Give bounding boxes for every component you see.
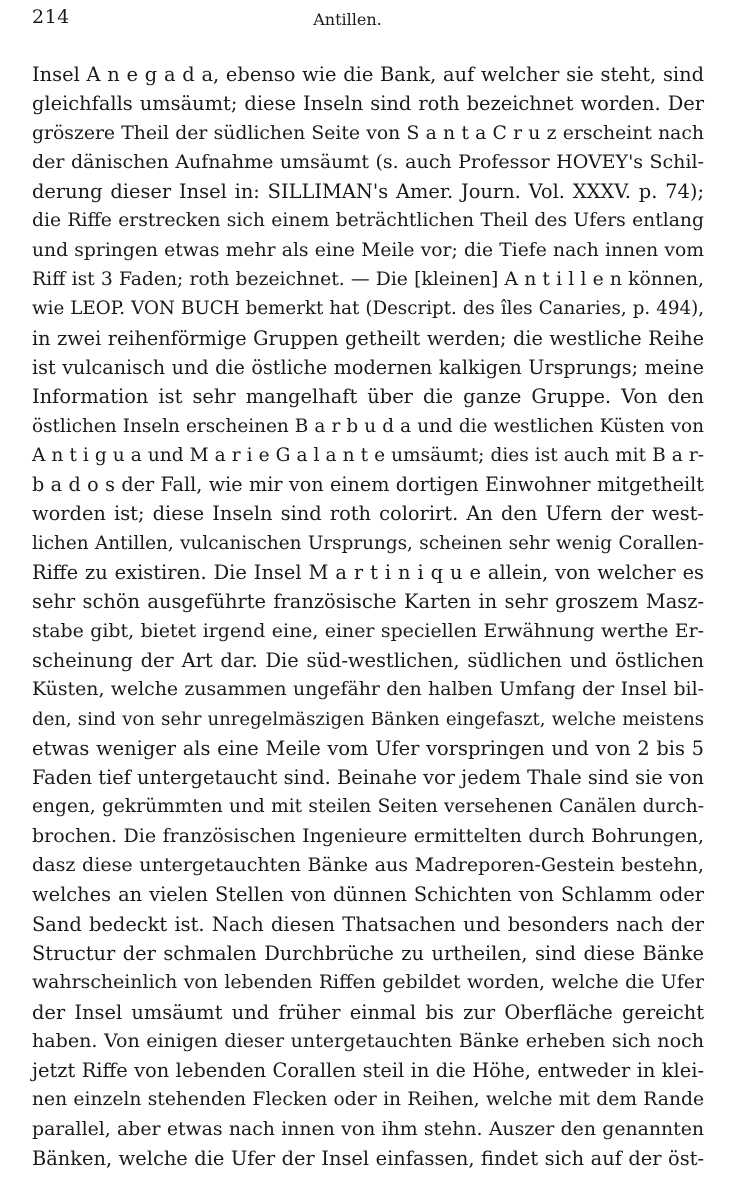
page-header [32, 6, 703, 36]
text-line: Faden tief untergetaucht sind. Beinahe vor jedem Thale sind sie von [32, 766, 705, 790]
text-line: der Insel umsäumt und früher einmal bis zur Oberfläche gereicht [32, 1000, 704, 1024]
text-line: worden ist; diese Inseln sind roth colorirt. An den Ufern der west- [32, 502, 704, 526]
text-line: wie LEOP. VON BUCH bemerkt hat (Descript. des îles Canaries, p. 494), [32, 298, 704, 320]
running-head: Antillen. [313, 10, 382, 29]
text-line: Insel A n e g a d a, ebenso wie die Bank, auf welcher sie steht, sind [32, 63, 704, 86]
text-line: Information ist sehr mangelhaft über die ganze Gruppe. Von den [32, 385, 704, 409]
text-line: gröszere Theil der südlichen Seite von S a n t a C r u z erscheint nach [32, 122, 704, 144]
body-text [32, 60, 704, 1173]
text-line: welches an vielen Stellen von dünnen Schichten von Schlamm oder [32, 883, 704, 907]
text-line: parallel, aber etwas nach innen von ihm stehn. Auszer den genannten [32, 1118, 704, 1140]
text-line: östlichen Inseln erscheinen B a r b u d a und die westlichen Küsten von [32, 415, 704, 437]
text-line: etwas weniger als eine Meile vom Ufer vorspringen und von 2 bis 5 [32, 736, 704, 760]
text-line: Sand bedeckt ist. Nach diesen Thatsachen und besonders nach der [32, 912, 704, 936]
text-line: scheinung der Art dar. Die süd-westlichen, südlichen und östlichen [32, 648, 704, 672]
text-line: Bänken, welche die Ufer der Insel einfassen, findet sich auf der öst- [32, 1146, 704, 1170]
text-line: engen, gekrümmten und mit steilen Seiten versehenen Canälen durch- [32, 796, 704, 818]
text-line: A n t i g u a und M a r i e G a l a n t e umsäumt; dies ist auch mit B a r- [32, 444, 704, 466]
text-line: jetzt Riffe von lebenden Corallen steil in die Höhe, entweder in klei- [32, 1059, 704, 1083]
text-line: dasz diese untergetauchten Bänke aus Madreporen-Gestein bestehn, [32, 854, 704, 877]
text-line: b a d o s der Fall, wie mir von einem dortigen Einwohner mitgetheilt [32, 473, 704, 497]
page-number: 214 [32, 6, 70, 28]
text-line: die Riffe erstrecken sich einem beträchtlichen Theil des Ufers entlang [32, 210, 704, 232]
text-line: Structur der schmalen Durchbrüche zu urtheilen, sind diese Bänke [32, 941, 704, 965]
text-line: lichen Antillen, vulcanischen Ursprungs, scheinen sehr wenig Corallen- [32, 532, 704, 554]
text-line: haben. Von einigen dieser untergetauchten Bänke erheben sich noch [32, 1029, 704, 1052]
text-line: sehr schön ausgeführte französische Karten in sehr groszem Masz- [32, 590, 704, 614]
text-line: Riffe zu existiren. Die Insel M a r t i n i q u e allein, von welcher es [32, 561, 704, 585]
text-line: nen einzeln stehenden Flecken oder in Reihen, welche mit dem Rande [32, 1089, 704, 1111]
text-line: brochen. Die französischen Ingenieure ermittelten durch Bohrungen, [32, 824, 704, 847]
text-line: stabe gibt, bietet irgend eine, einer speciellen Erwähnung werthe Er- [32, 619, 704, 642]
text-line: den, sind von sehr unregelmäszigen Bänken eingefaszt, welche meistens [32, 708, 704, 730]
text-line: und springen etwas mehr als eine Meile vor; die Tiefe nach innen vom [32, 239, 704, 261]
text-line: derung dieser Insel in: SILLIMAN's Amer. Journ. Vol. XXXV. p. 74); [32, 180, 704, 204]
text-line: gleichfalls umsäumt; diese Inseln sind roth bezeichnet worden. Der [32, 92, 704, 116]
text-line: ist vulcanisch und die östliche modernen kalkigen Ursprungs; meine [32, 355, 704, 379]
text-line: Küsten, welche zusammen ungefähr den halben Umfang der Insel bil- [32, 678, 704, 701]
text-line: wahrscheinlich von lebenden Riffen gebildet worden, welche die Ufer [32, 971, 704, 994]
text-line: Riff ist 3 Faden; roth bezeichnet. — Die [kleinen] A n t i l l e n können, [32, 269, 704, 291]
text-line: in zwei reihenförmige Gruppen getheilt werden; die westliche Reihe [32, 326, 704, 350]
text-line: der dänischen Aufnahme umsäumt (s. auch Professor HOVEY's Schil- [32, 150, 704, 173]
